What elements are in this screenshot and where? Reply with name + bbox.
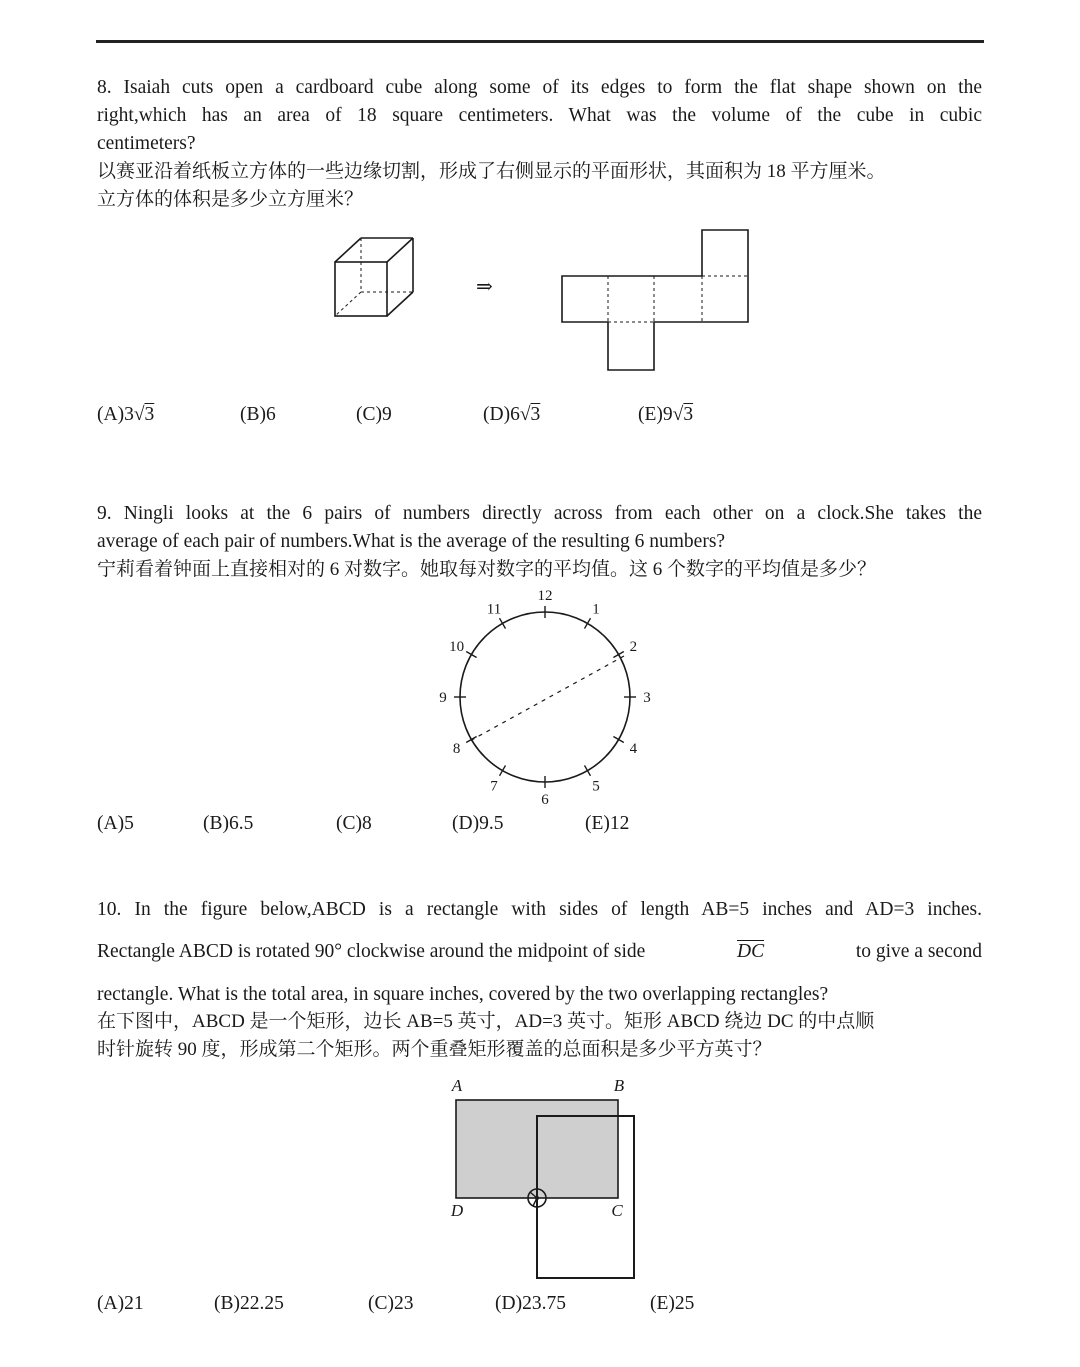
q8-choice-c[interactable]: (C)9 [356,404,392,425]
q9-choice-a[interactable]: (A)5 [97,813,134,834]
clock-tick [466,652,476,658]
label-b: B [613,1076,625,1095]
rectangles-figure [440,1072,650,1288]
q8-choice-a[interactable]: (A)3√3 [97,404,155,425]
clock-number: 4 [629,741,638,757]
q9-text-zh: 宁莉看着钟面上直接相对的 6 对数字。她取每对数字的平均值。这 6 个数字的平均值是多少？ [97,559,877,580]
q8-choice-b[interactable]: (B)6 [240,404,276,425]
q8-choice-e[interactable]: (E)9√3 [638,404,694,425]
q9-choice-c[interactable]: (C)8 [336,813,372,834]
q10-choice-e[interactable]: (E)25 [650,1293,695,1314]
clock-tick [585,618,591,628]
q10-text-zh-line1: 在下图中，ABCD 是一个矩形，边长 AB=5 英寸，AD=3 英寸。矩形 ABCD 绕边 DC 的中点顺 [97,1011,875,1032]
clock-number: 5 [592,778,600,795]
q10-choice-a[interactable]: (A)21 [97,1293,144,1314]
clock-number: 1 [592,601,600,618]
segment-dc: $\overline{DC}$ [737,941,765,962]
q10-choice-d[interactable]: (D)23.75 [495,1293,566,1314]
q8-text-en-line3: centimeters? [97,133,196,154]
clock-diameter-2-8 [468,656,624,742]
sqrt-symbol: √3 [519,404,541,425]
q9-choice-d[interactable]: (D)9.5 [452,813,504,834]
q10-choice-b[interactable]: (B)22.25 [214,1293,284,1314]
q9-text-en-line2: average of each pair of numbers.What is the average of the resulting 6 numbers? [97,531,726,552]
q10-choice-c[interactable]: (C)23 [368,1293,414,1314]
q8-text-zh-line2: 立方体的体积是多少立方厘米？ [97,189,364,210]
q9-choice-b[interactable]: (B)6.5 [203,813,254,834]
q10-text-en-line3: rectangle. What is the total area, in square inches, covered by the two overlapping rectangles? [97,984,829,1005]
clock-tick [585,765,591,775]
clock-number: 8 [452,741,461,757]
q9-text-en-line1: 9. Ningli looks at the 6 pairs of numbers directly across from each other on a clock.She takes the [97,503,982,524]
label-d: D [450,1201,464,1220]
cube-net-figure [558,226,753,374]
q8-text-en-line1: 8. Isaiah cuts open a cardboard cube along some of its edges to form the flat shape shown on the [97,77,982,98]
q10-text-zh-line2: 时针旋转 90 度，形成第二个矩形。两个重叠矩形覆盖的总面积是多少平方英寸？ [97,1039,772,1060]
q8-text-en-line2: right,which has an area of 18 square centimeters. What was the volume of the cube in cubic [97,105,982,126]
clock-number: 3 [643,690,651,706]
q10-text-en-line1: 10. In the figure below,ABCD is a rectangle with sides of length AB=5 inches and AD=3 inches. [97,899,982,920]
clock-number: 12 [537,588,553,604]
q10-text-en-line2: Rectangle ABCD is rotated 90° clockwise around the midpoint of side $\overline{DC}$ to give a second [97,938,982,966]
clock-number: 10 [449,639,465,655]
q8-text-zh-line1: 以赛亚沿着纸板立方体的一些边缘切割，形成了右侧显示的平面形状，其面积为 18 平方厘米。 [97,161,886,182]
clock-number: 7 [490,778,498,795]
clock-tick [500,765,506,775]
sqrt-symbol: √3 [133,404,155,425]
clock-number: 9 [439,690,447,706]
label-a: A [451,1076,463,1095]
clock-tick [466,737,476,743]
cube-figure [325,228,425,324]
header-rule [96,40,984,43]
q8-arrow: ⇒ [476,276,493,298]
clock-figure [430,590,660,810]
clock-tick [613,737,623,743]
q8-choice-d[interactable]: (D)6√3 [483,404,541,425]
clock-number: 11 [486,601,502,618]
sqrt-symbol: √3 [672,404,694,425]
clock-face [460,612,630,782]
clock-tick [500,618,506,628]
clock-number: 6 [541,792,549,808]
q9-choice-e[interactable]: (E)12 [585,813,630,834]
label-c: C [611,1201,623,1220]
clock-number: 2 [629,639,638,655]
